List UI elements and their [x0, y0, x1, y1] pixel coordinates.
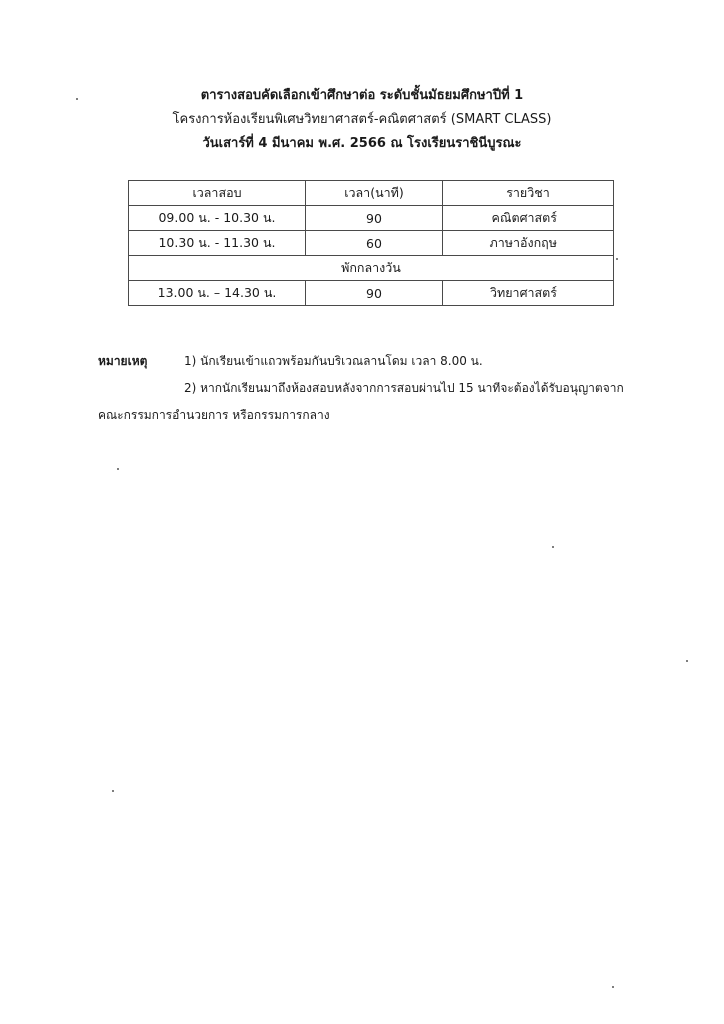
title-line-3: วันเสาร์ที่ 4 มีนาคม พ.ศ. 2566 ณ โรงเรียนราชินีบูรณะ	[202, 136, 522, 151]
lunch-break-label: พักกลางวัน	[129, 256, 614, 281]
scan-speck	[76, 98, 78, 100]
row-time: 09.00 น. - 10.30 น.	[129, 206, 306, 231]
scan-speck	[552, 546, 554, 548]
note-2-continuation: คณะกรรมการอำนวยการ หรือกรรมการกลาง	[98, 408, 330, 422]
header-subject: รายวิชา	[443, 181, 614, 206]
row-minutes: 60	[306, 231, 443, 256]
row-minutes: 90	[306, 206, 443, 231]
table-header-row	[129, 181, 614, 206]
row-time: 13.00 น. – 14.30 น.	[129, 281, 306, 306]
notes-label: หมายเหตุ	[98, 354, 148, 368]
header-duration-minutes: เวลา(นาที)	[306, 181, 443, 206]
scan-speck	[612, 986, 614, 988]
row-subject: ภาษาอังกฤษ	[443, 231, 614, 256]
exam-schedule-table	[128, 180, 614, 306]
header-exam-time: เวลาสอบ	[129, 181, 306, 206]
note-2: 2) หากนักเรียนมาถึงห้องสอบหลังจากการสอบผ่านไป 15 นาทีจะต้องได้รับอนุญาตจาก	[184, 381, 624, 395]
title-line-1: ตารางสอบคัดเลือกเข้าศึกษาต่อ ระดับชั้นมัธยมศึกษาปีที่ 1	[200, 88, 524, 103]
document-heading	[0, 84, 724, 156]
lunch-break-row	[129, 256, 614, 281]
notes-section	[98, 348, 638, 429]
row-subject: วิทยาศาสตร์	[443, 281, 614, 306]
note-row-1	[98, 348, 638, 375]
table-row	[129, 206, 614, 231]
row-time: 10.30 น. - 11.30 น.	[129, 231, 306, 256]
scan-speck	[616, 258, 618, 260]
row-minutes: 90	[306, 281, 443, 306]
row-subject: คณิตศาสตร์	[443, 206, 614, 231]
scan-speck	[686, 660, 688, 662]
table-row	[129, 231, 614, 256]
table-row	[129, 281, 614, 306]
scan-speck	[117, 468, 119, 470]
title-line-2: โครงการห้องเรียนพิเศษวิทยาศาสตร์-คณิตศาสตร์ (SMART CLASS)	[172, 112, 552, 127]
scan-speck	[112, 790, 114, 792]
note-1: 1) นักเรียนเข้าแถวพร้อมกันบริเวณลานโดม เวลา 8.00 น.	[184, 354, 483, 368]
